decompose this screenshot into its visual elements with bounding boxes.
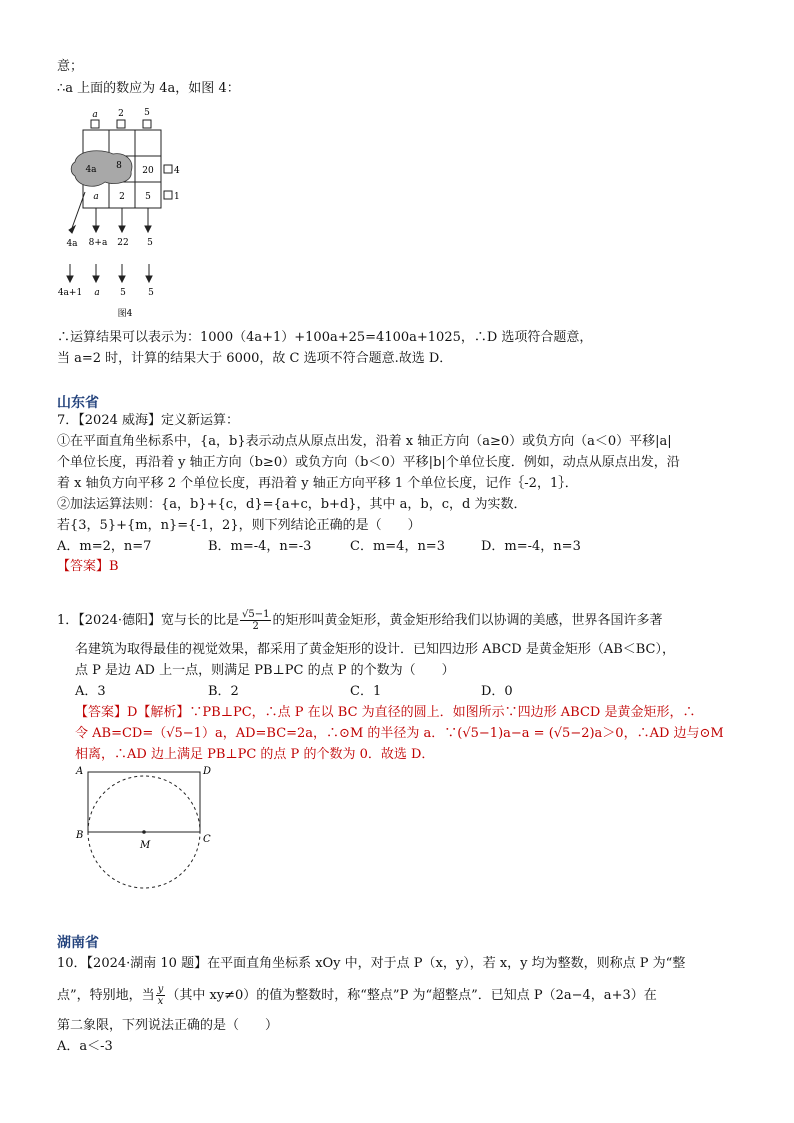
option-d: D．0	[481, 684, 513, 699]
label-c: C	[203, 834, 211, 845]
top-box-3	[143, 120, 151, 128]
ink-blob	[71, 151, 132, 187]
right-box-2	[164, 191, 172, 199]
option-a: A．m=2，n=7	[57, 539, 152, 554]
solution-line: 相离，∴AD 边上满足 PB⊥PC 的点 P 的个数为 0．故选 D．	[75, 747, 435, 762]
option-c: C．1	[350, 684, 382, 699]
result-1: 22	[117, 238, 129, 248]
option-c: C．m=4，n=3	[350, 539, 445, 554]
right-label: 4	[174, 166, 180, 176]
grid-cell: 20	[142, 166, 154, 176]
question-text: 1．【2024·德阳】宽与长的比是 $\frac{√5-1}{2}$ 的矩形叫黄金矩形，黄金矩形给我们以协调的美感，世界各国许多著	[57, 609, 663, 632]
solution-line: 【答案】D【解析】∵PB⊥PC，∴点 P 在以 BC 为直径的圆上．如图所示∵四边形 ABCD 是黄金矩形，∴	[75, 705, 696, 720]
section-heading: 湖南省	[57, 935, 99, 951]
result-2: 5	[148, 288, 154, 298]
question-text: ②加法运算法则：{a，b}+{c，d}={a+c，b+d}，其中 a，b，c，d 为实数．	[57, 497, 527, 512]
question-text: 个单位长度，再沿着 y 轴正方向（b≥0）或负方向（b＜0）平移|b|个单位长度．例如，动点从原点出发，沿	[57, 455, 680, 470]
text-line: ∴运算结果可以表示为：1000（4a+1）+100a+25=4100a+1025，∴D 选项符合题意，	[57, 330, 593, 345]
question-text: 点 P 是边 AD 上一点，则满足 PB⊥PC 的点 P 的个数为（ ）	[75, 663, 455, 678]
question-title: 7．【2024 威海】定义新运算：	[57, 413, 239, 428]
answer: 【答案】B	[57, 559, 119, 574]
section-heading: 山东省	[57, 395, 99, 411]
option-a: A．3	[75, 684, 106, 699]
result-2: a	[94, 288, 100, 298]
top-label: 2	[118, 109, 124, 119]
y-over-x-fraction: $\frac{y}{x}$	[157, 984, 164, 1007]
solution-line: 令 AB=CD=（√5−1）a，AD=BC=2a，∴⊙M 的半径为 a．∵(√5−1)a−a = (√5−2)a＞0，∴AD 边与⊙M	[75, 726, 724, 741]
option-b: B．m=-4，n=-3	[208, 539, 312, 554]
top-box-1	[91, 120, 99, 128]
option-a: A．a＜-3	[57, 1039, 113, 1054]
question-text: 若{3，5}+{m，n}={-1，2}，则下列结论正确的是（ ）	[57, 518, 421, 533]
option-d: D．m=-4，n=3	[481, 539, 581, 554]
label-d: D	[203, 766, 212, 777]
golden-rectangle-figure	[70, 762, 220, 890]
question-text: 着 x 轴负方向平移 2 个单位长度，再沿着 y 轴正方向平移 1 个单位长度，记作｛-2，1｝．	[57, 476, 578, 491]
question-text: ①在平面直角坐标系中，{a，b}表示动点从原点出发，沿着 x 轴正方向（a≥0）或负方向（a＜0）平移|a|	[57, 434, 672, 449]
grid-cell: 5	[145, 192, 151, 202]
result-2: 4a+1	[57, 288, 83, 298]
result-1: 5	[147, 238, 153, 248]
text-line: 当 a=2 时，计算的结果大于 6000，故 C 选项不符合题意.故选 D．	[57, 351, 453, 366]
label-a: A	[76, 766, 84, 777]
text-line: 意；	[57, 59, 84, 74]
result-2: 5	[120, 288, 126, 298]
option-b: B．2	[208, 684, 239, 699]
text-line: ∴a 上面的数应为 4a，如图 4：	[57, 81, 240, 96]
top-label: 5	[144, 108, 150, 118]
label-b: B	[76, 830, 84, 841]
result-1: 4a	[66, 239, 78, 249]
right-label: 1	[174, 192, 180, 202]
right-box-1	[164, 165, 172, 173]
golden-ratio-fraction: $\frac{√5-1}{2}$	[242, 609, 270, 632]
question-text: 点”，特别地，当 $\frac{y}{x}$ （其中 xy≠0）的值为整数时，称“整点”P 为“超整点”．已知点 P（2a−4，a+3）在	[57, 984, 657, 1007]
top-label: a	[92, 110, 98, 120]
question-text: 10．【2024·湖南 10 题】在平面直角坐标系 xOy 中，对于点 P（x，y），若 x，y 均为整数，则称点 P 为“整	[57, 956, 686, 971]
grid-cell: 4a	[85, 165, 97, 175]
grid-cell: 2	[119, 192, 125, 202]
question-text: 第二象限，下列说法正确的是（ ）	[57, 1018, 279, 1033]
result-1: 8+a	[88, 238, 108, 248]
figure-4	[55, 102, 195, 322]
figure-caption: 图4	[117, 309, 133, 319]
grid-cell: a	[93, 192, 99, 202]
grid-cell: 8	[116, 161, 122, 171]
question-text: 名建筑为取得最佳的视觉效果，都采用了黄金矩形的设计．已知四边形 ABCD 是黄金矩形（AB＜BC），	[75, 642, 676, 657]
top-box-2	[117, 120, 125, 128]
label-m: M	[140, 840, 151, 851]
